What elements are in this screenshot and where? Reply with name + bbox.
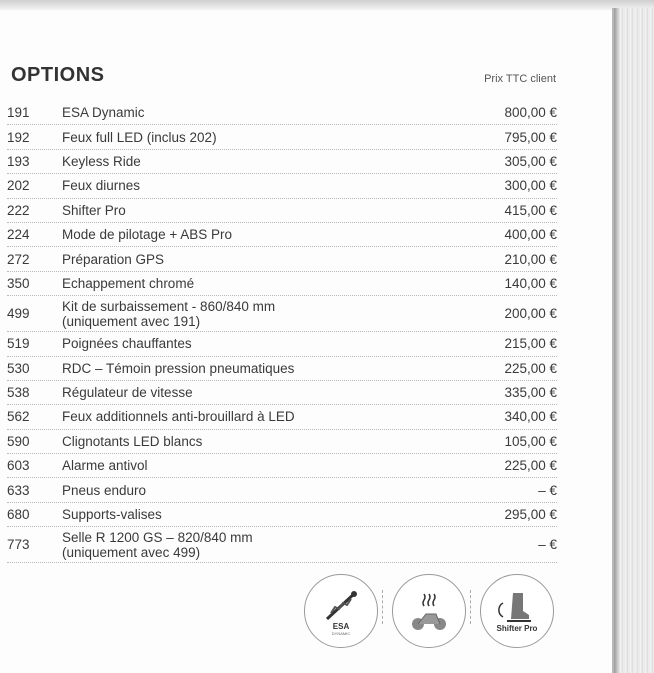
option-description-line: Selle R 1200 GS – 820/840 mm xyxy=(62,529,253,545)
option-description-line: Pneus enduro xyxy=(62,482,147,498)
esa-dynamic-icon xyxy=(304,574,378,648)
option-description xyxy=(62,409,467,424)
option-row xyxy=(7,357,557,381)
option-description-line: Keyless Ride xyxy=(62,153,141,169)
option-code: 530 xyxy=(7,360,30,376)
option-description xyxy=(62,203,467,218)
esa-label: ESA xyxy=(332,621,350,631)
option-row xyxy=(7,174,557,198)
option-row xyxy=(7,199,557,223)
option-price: – € xyxy=(538,482,557,498)
option-row xyxy=(7,332,557,356)
option-description-line: Feux full LED (inclus 202) xyxy=(62,129,217,145)
option-description xyxy=(62,530,467,560)
option-price: 105,00 € xyxy=(504,433,557,449)
option-description-line: Shifter Pro xyxy=(62,202,126,218)
option-description xyxy=(62,252,467,267)
option-price: 795,00 € xyxy=(504,129,557,145)
option-row xyxy=(7,430,557,454)
option-description xyxy=(62,105,467,120)
shock-absorber-icon xyxy=(321,587,361,623)
option-row xyxy=(7,125,557,149)
price-column-header: Prix TTC client xyxy=(484,73,556,85)
page-top-edge xyxy=(0,0,654,10)
option-price: 225,00 € xyxy=(504,458,557,474)
option-description-line: Régulateur de vitesse xyxy=(62,385,193,401)
option-row xyxy=(7,454,557,478)
option-code: 272 xyxy=(7,251,30,267)
option-code: 538 xyxy=(7,385,30,401)
option-description-line: Kit de surbaissement - 860/840 mm xyxy=(62,298,276,314)
page-title: OPTIONS xyxy=(11,64,105,86)
option-description xyxy=(62,227,467,242)
option-price: 305,00 € xyxy=(504,153,557,169)
option-description-line: Poignées chauffantes xyxy=(62,336,192,352)
option-code: 633 xyxy=(7,482,30,498)
option-description xyxy=(62,299,467,329)
option-code: 191 xyxy=(7,105,30,121)
option-row xyxy=(7,381,557,405)
option-description-line: Alarme antivol xyxy=(62,458,148,474)
option-code: 224 xyxy=(7,227,30,243)
feature-icons xyxy=(300,570,560,650)
option-description xyxy=(62,483,467,498)
book-page-edges xyxy=(612,8,654,673)
option-description xyxy=(62,276,467,291)
option-description-note: (uniquement avec 191) xyxy=(62,313,201,329)
option-price: 140,00 € xyxy=(504,275,557,291)
option-price: 210,00 € xyxy=(504,251,557,267)
option-code: 590 xyxy=(7,433,30,449)
option-price: 295,00 € xyxy=(504,507,557,523)
option-row xyxy=(7,247,557,271)
option-row xyxy=(7,478,557,502)
option-row xyxy=(7,272,557,296)
option-row xyxy=(7,223,557,247)
option-price: – € xyxy=(538,537,557,553)
motorcycle-heat-icon xyxy=(406,588,452,634)
icon-separator xyxy=(382,590,383,624)
option-description xyxy=(62,154,467,169)
option-price: 340,00 € xyxy=(504,409,557,425)
option-description xyxy=(62,130,467,145)
option-row xyxy=(7,101,557,125)
option-code: 202 xyxy=(7,178,30,194)
option-row xyxy=(7,405,557,429)
icon-separator xyxy=(470,590,471,624)
option-code: 222 xyxy=(7,202,30,218)
option-price: 215,00 € xyxy=(504,336,557,352)
option-description-line: Feux additionnels anti-brouillard à LED xyxy=(62,409,295,425)
option-price: 335,00 € xyxy=(504,385,557,401)
option-description-note: (uniquement avec 499) xyxy=(62,544,201,560)
option-code: 773 xyxy=(7,537,30,553)
option-description-line: Mode de pilotage + ABS Pro xyxy=(62,227,232,243)
option-description-line: RDC – Témoin pression pneumatiques xyxy=(62,360,295,376)
option-code: 350 xyxy=(7,275,30,291)
option-code: 499 xyxy=(7,306,30,322)
option-description xyxy=(62,336,467,351)
option-code: 562 xyxy=(7,409,30,425)
option-row xyxy=(7,527,557,563)
shifter-pro-icon xyxy=(480,574,554,648)
option-row xyxy=(7,296,557,332)
heated-grips-icon xyxy=(392,574,466,648)
option-price: 415,00 € xyxy=(504,202,557,218)
option-description xyxy=(62,178,467,193)
option-description xyxy=(62,458,467,473)
option-code: 192 xyxy=(7,129,30,145)
boot-shifter-icon xyxy=(497,589,537,625)
option-description-line: Clignotants LED blancs xyxy=(62,433,203,449)
options-table xyxy=(7,101,557,563)
option-price: 800,00 € xyxy=(504,105,557,121)
option-code: 519 xyxy=(7,336,30,352)
option-description-line: Préparation GPS xyxy=(62,251,165,267)
option-price: 300,00 € xyxy=(504,178,557,194)
option-description-line: ESA Dynamic xyxy=(62,105,145,121)
option-description xyxy=(62,507,467,522)
option-description-line: Feux diurnes xyxy=(62,178,141,194)
esa-sublabel: DYNAMIC xyxy=(331,630,351,636)
option-description xyxy=(62,361,467,376)
option-price: 225,00 € xyxy=(504,360,557,376)
option-price: 400,00 € xyxy=(504,227,557,243)
option-code: 680 xyxy=(7,507,30,523)
option-description-line: Supports-valises xyxy=(62,507,162,523)
option-row xyxy=(7,503,557,527)
option-code: 193 xyxy=(7,153,30,169)
option-description-line: Echappement chromé xyxy=(62,275,195,291)
shifter-pro-label: Shifter Pro xyxy=(496,624,538,633)
option-description xyxy=(62,385,467,400)
option-row xyxy=(7,150,557,174)
option-description xyxy=(62,434,467,449)
option-code: 603 xyxy=(7,458,30,474)
option-price: 200,00 € xyxy=(504,306,557,322)
